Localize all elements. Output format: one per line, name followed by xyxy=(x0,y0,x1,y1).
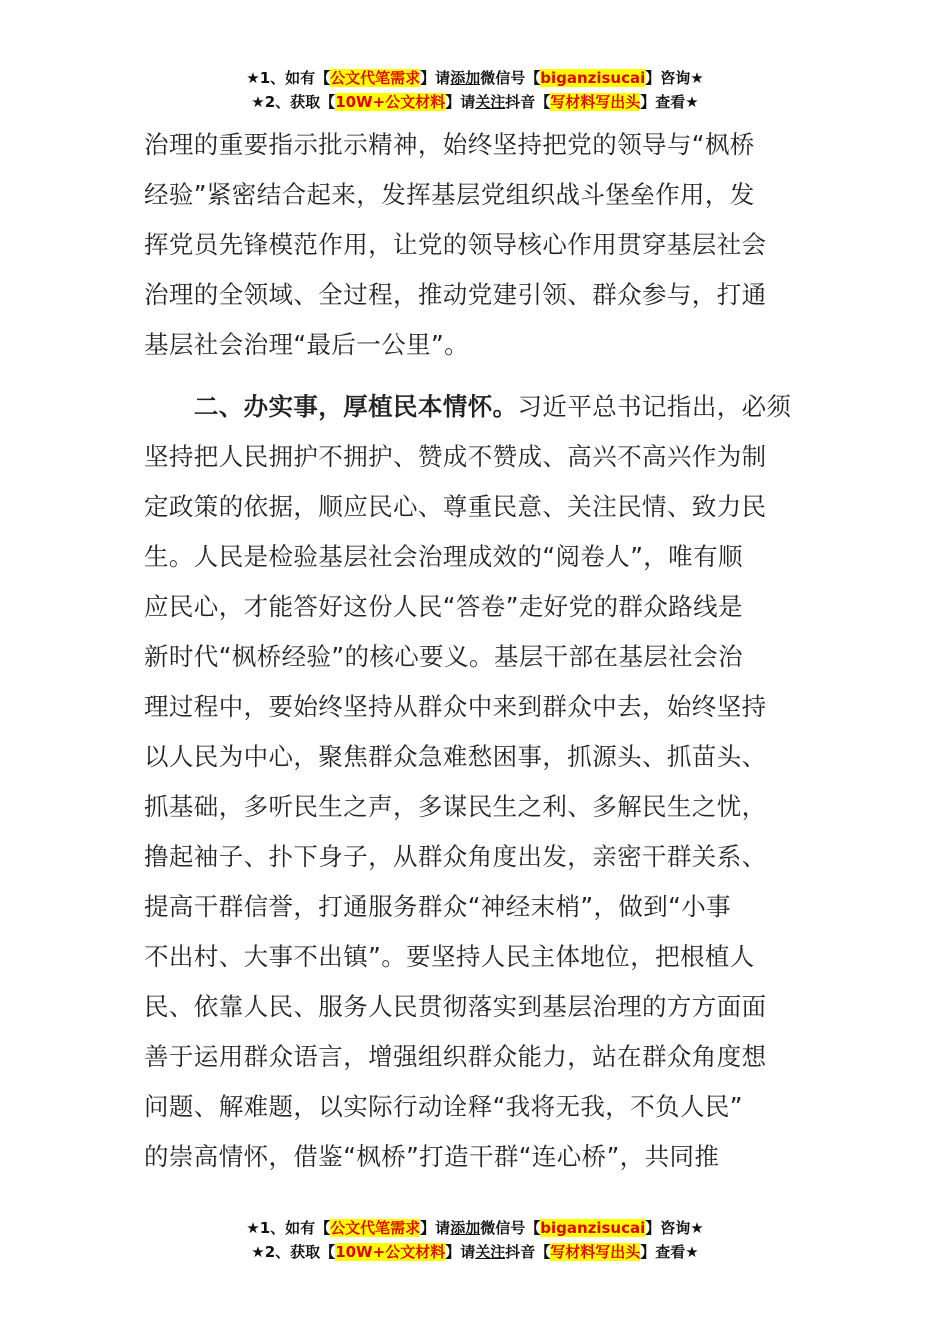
paragraph-line: 治理的全领域、全过程，推动党建引领、群众参与，打通 xyxy=(144,280,767,309)
paragraph-line: 抓基础，多听民生之声，多谋民生之利、多解民生之忧， xyxy=(144,792,767,821)
banner-underline: 关注 xyxy=(475,1243,506,1261)
banner-highlight-wechat: biganzisucai xyxy=(540,69,646,87)
banner-highlight: 公文代笔需求 xyxy=(330,1219,421,1237)
bottom-banner xyxy=(0,1216,950,1264)
paragraph-line: 基层社会治理“最后一公里”。 xyxy=(144,330,469,359)
paragraph-line: 以人民为中心，聚焦群众急难愁困事，抓源头、抓苗头、 xyxy=(144,742,767,771)
paragraph-line: 经验”紧密结合起来，发挥基层党组织战斗堡垒作用，发 xyxy=(144,180,755,209)
paragraph-line: 不出村、大事不出镇”。要坚持人民主体地位，把根植人 xyxy=(144,942,755,971)
paragraph-line: 民、依靠人民、服务人民贯彻落实到基层治理的方方面面 xyxy=(144,992,767,1021)
banner-line-2 xyxy=(0,1240,950,1264)
banner-line-2 xyxy=(0,90,950,114)
banner-text: 微信号【 xyxy=(480,1219,541,1237)
banner-highlight-douyin: 写材料写出头 xyxy=(550,1243,641,1261)
paragraph-line: 撸起袖子、扑下身子，从群众角度出发，亲密干群关系、 xyxy=(144,842,767,871)
banner-text: 】查看★ xyxy=(640,1243,699,1261)
section-heading: 二、办实事，厚植民本情怀。 xyxy=(193,392,518,421)
banner-text: 】请 xyxy=(420,69,451,87)
banner-text: ★1、如有【 xyxy=(246,69,331,87)
banner-text: 】咨询★ xyxy=(645,69,704,87)
banner-underline: 添加 xyxy=(450,1219,481,1237)
paragraph-line: 提高干群信誉，打通服务群众“神经末梢”，做到“小事 xyxy=(144,892,732,921)
paragraph-line: 问题、解难题，以实际行动诠释“我将无我，不负人民” xyxy=(144,1092,743,1121)
banner-line-1 xyxy=(0,66,950,90)
paragraph-line: 善于运用群众语言，增强组织群众能力，站在群众角度想 xyxy=(144,1042,767,1071)
banner-highlight-douyin: 写材料写出头 xyxy=(550,93,641,111)
paragraph-line: 定政策的依据，顺应民心、尊重民意、关注民情、致力民 xyxy=(144,492,767,521)
banner-highlight: 10W+公文材料 xyxy=(335,93,446,111)
banner-highlight: 公文代笔需求 xyxy=(330,69,421,87)
document-body xyxy=(144,120,808,1182)
paragraph-line: 新时代“枫桥经验”的核心要义。基层干部在基层社会治 xyxy=(144,642,743,671)
paragraph-line: 理过程中，要始终坚持从群众中来到群众中去，始终坚持 xyxy=(144,692,767,721)
banner-line-1 xyxy=(0,1216,950,1240)
banner-text: ★2、获取【 xyxy=(251,1243,336,1261)
paragraph-line: 挥党员先锋模范作用，让党的领导核心作用贯穿基层社会 xyxy=(144,230,767,259)
top-banner xyxy=(0,66,950,114)
banner-text: 微信号【 xyxy=(480,69,541,87)
banner-text: 】查看★ xyxy=(640,93,699,111)
banner-underline: 添加 xyxy=(450,69,481,87)
banner-text: 抖音【 xyxy=(505,93,551,111)
section-heading-line xyxy=(144,382,808,432)
banner-text: 抖音【 xyxy=(505,1243,551,1261)
paragraph-line: 治理的重要指示批示精神，始终坚持把党的领导与“枫桥 xyxy=(144,130,755,159)
paragraph-line: 生。人民是检验基层社会治理成效的“阅卷人”，唯有顺 xyxy=(144,542,743,571)
banner-text: ★2、获取【 xyxy=(251,93,336,111)
banner-text: 】咨询★ xyxy=(645,1219,704,1237)
banner-text: ★1、如有【 xyxy=(246,1219,331,1237)
paragraph-line: 的崇高情怀，借鉴“枫桥”打造干群“连心桥”，共同推 xyxy=(144,1142,720,1171)
paragraph-line: 坚持把人民拥护不拥护、赞成不赞成、高兴不高兴作为制 xyxy=(144,442,767,471)
banner-highlight-wechat: biganzisucai xyxy=(540,1219,646,1237)
banner-text: 】请 xyxy=(445,93,476,111)
banner-text: 】请 xyxy=(445,1243,476,1261)
paragraph-line-rest: 习近平总书记指出，必须 xyxy=(517,392,792,421)
banner-highlight: 10W+公文材料 xyxy=(335,1243,446,1261)
paragraph-line: 应民心，才能答好这份人民“答卷”走好党的群众路线是 xyxy=(144,592,743,621)
banner-underline: 关注 xyxy=(475,93,506,111)
banner-text: 】请 xyxy=(420,1219,451,1237)
